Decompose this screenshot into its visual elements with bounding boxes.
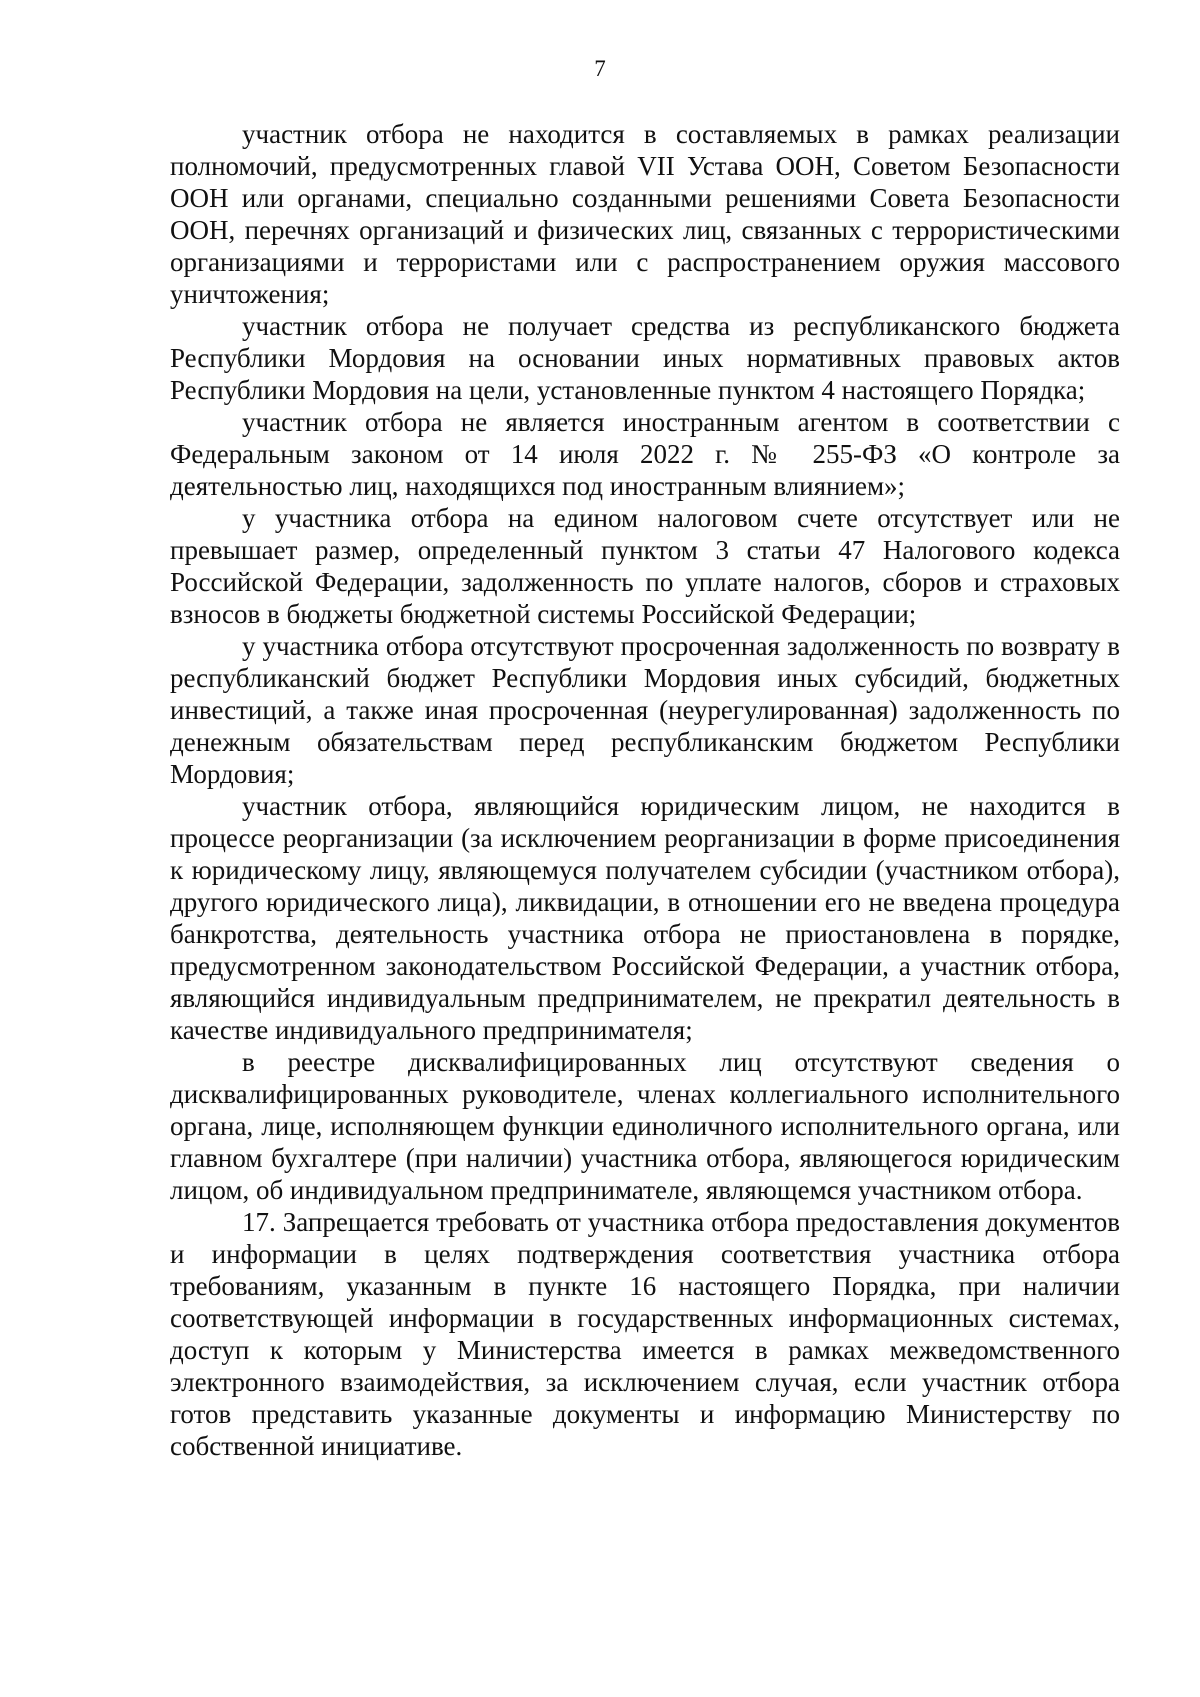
paragraph-no-other-budget-funds: участник отбора не получает средства из республиканского бюджета Республики Мордовия на основании иных нормативных правовых актов Республики Мордовия на цели, установленные пунктом 4 настоящего Порядка; <box>170 311 1120 405</box>
paragraph-un-sanctions-lists: участник отбора не находится в составляемых в рамках реализации полномочий, предусмотренных главой VII Устава ООН, Советом Безопасности ООН или органами, специально созданными решениями Совета Безопасности ООН, перечнях организаций и физических лиц, связанных с террористическими организациями и террористами или с распространением оружия массового уничтожения; <box>170 119 1120 309</box>
paragraph-tax-debt: у участника отбора на едином налоговом счете отсутствует или не превышает размер, определенный пунктом 3 статьи 47 Налогового кодекса Российской Федерации, задолженность по уплате налогов, сборов и страховых взносов в бюджеты бюджетной системы Российской Федерации; <box>170 503 1120 629</box>
page-number: 7 <box>594 56 606 81</box>
document-body <box>170 118 1120 1462</box>
paragraph-reorganization-liquidation: участник отбора, являющийся юридическим лицом, не находится в процессе реорганизации (за исключением реорганизации в форме присоединения к юридическому лицу, являющемуся получателем субсидии (участником отбора), другого юридического лица), ликвидации, в отношении его не введена процедура банкротства, деятельность участника отбора не приостановлена в порядке, предусмотренном законодательством Российской Федерации, а участник отбора, являющийся индивидуальным предпринимателем, не прекратил деятельность в качестве индивидуального предпринимателя; <box>170 791 1120 1045</box>
paragraph-disqualified-persons-registry: в реестре дисквалифицированных лиц отсутствуют сведения о дисквалифицированных руководителе, членах коллегиального исполнительного органа, лице, исполняющем функции единоличного исполнительного органа, или главном бухгалтере (при наличии) участника отбора, являющегося юридическим лицом, об индивидуальном предпринимателе, являющемся участником отбора. <box>170 1047 1120 1205</box>
paragraph-overdue-debt: у участника отбора отсутствуют просроченная задолженность по возврату в республиканский бюджет Республики Мордовия иных субсидий, бюджетных инвестиций, а также иная просроченная (неурегулированная) задолженность по денежным обязательствам перед республиканским бюджетом Республики Мордовия; <box>170 631 1120 789</box>
paragraph-not-foreign-agent: участник отбора не является иностранным агентом в соответствии с Федеральным законом от 14 июля 2022 г. № 255-ФЗ «О контроле за деятельностью лиц, находящихся под иностранным влиянием»; <box>170 407 1120 501</box>
paragraph-item-17: 17. Запрещается требовать от участника отбора предоставления документов и информации в целях подтверждения соответствия участника отбора требованиям, указанным в пункте 16 настоящего Порядка, при наличии соответствующей информации в государственных информационных системах, доступ к которым у Министерства имеется в рамках межведомственного электронного взаимодействия, за исключением случая, если участник отбора готов представить указанные документы и информацию Министерству по собственной инициативе. <box>170 1207 1120 1461</box>
